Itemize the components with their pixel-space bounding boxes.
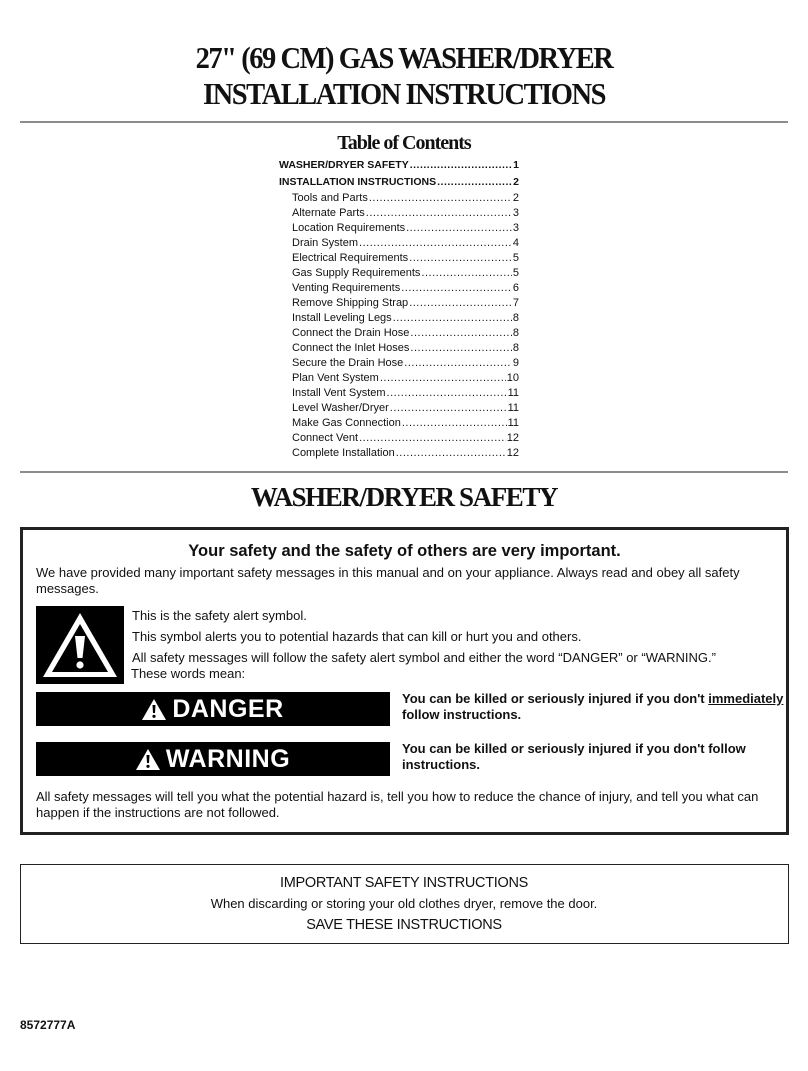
toc-leader-dots xyxy=(369,191,512,206)
toc-entry-label: Venting Requirements xyxy=(292,282,401,294)
toc-entry xyxy=(279,221,519,236)
warning-triangle-icon xyxy=(136,749,160,770)
toc-leader-dots xyxy=(421,266,511,281)
toc-leader-dots xyxy=(404,356,512,371)
toc-entry-page: 5 xyxy=(512,252,519,264)
toc-entry-label: INSTALLATION INSTRUCTIONS xyxy=(279,176,437,188)
toc-entry xyxy=(279,356,519,371)
toc-entry-label: Make Gas Connection xyxy=(292,417,401,429)
toc-entry-label: Complete Installation xyxy=(292,447,395,459)
toc-entry-label: Tools and Parts xyxy=(292,192,368,204)
toc-entry xyxy=(279,236,519,251)
toc-leader-dots xyxy=(393,311,512,326)
toc-entry-label: Plan Vent System xyxy=(292,372,379,384)
toc-entry xyxy=(279,281,519,296)
danger-text-start: You can be killed or seriously injured if you don't xyxy=(402,691,709,706)
toc-leader-dots xyxy=(380,371,506,386)
toc-entry xyxy=(279,157,519,174)
toc-entry-label: Gas Supply Requirements xyxy=(292,267,421,279)
warning-text-line-2: instructions. xyxy=(402,757,481,772)
warning-text xyxy=(402,741,746,773)
toc-leader-dots xyxy=(409,296,512,311)
toc-entry-label: Install Leveling Legs xyxy=(292,312,392,324)
toc-entry xyxy=(279,296,519,311)
safety-box-heading: Your safety and the safety of others are very important. xyxy=(188,542,621,560)
toc-entry xyxy=(279,431,519,446)
title-line-1: 27" (69 CM) GAS WASHER/DRYER xyxy=(195,40,613,75)
toc-entry xyxy=(279,251,519,266)
title-line-2: INSTALLATION INSTRUCTIONS xyxy=(203,76,605,111)
toc-leader-dots xyxy=(410,326,511,341)
toc-entry-page: 11 xyxy=(507,402,519,414)
toc-entry xyxy=(279,371,519,386)
warning-text-line-1: You can be killed or seriously injured if you don't follow xyxy=(402,741,746,756)
danger-text-emphasis: immediately xyxy=(708,691,784,706)
toc-entry-page: 8 xyxy=(512,342,519,354)
toc-entry-label: Install Vent System xyxy=(292,387,386,399)
toc-leader-dots xyxy=(396,446,506,461)
toc-entry xyxy=(279,311,519,326)
toc-entry-page: 12 xyxy=(506,432,519,444)
toc-entry-page: 5 xyxy=(512,267,519,279)
part-number: 8572777A xyxy=(20,1018,76,1032)
warning-signal-bar xyxy=(36,742,390,776)
toc-leader-dots xyxy=(410,341,511,356)
toc-entry-page: 2 xyxy=(513,176,519,188)
danger-text xyxy=(402,691,783,723)
toc-leader-dots xyxy=(402,416,507,431)
symbol-text-4: These words mean: xyxy=(131,666,246,681)
toc-leader-dots xyxy=(401,281,512,296)
toc-leader-dots xyxy=(359,431,506,446)
toc-leader-dots xyxy=(406,221,512,236)
toc-entry-page: 6 xyxy=(512,282,519,294)
safety-intro: We have provided many important safety messages in this manual and on your appliance. Always read and obey all safety messages. xyxy=(36,565,740,596)
toc-entry xyxy=(279,386,519,401)
toc-heading: Table of Contents xyxy=(337,132,471,154)
divider xyxy=(20,471,788,473)
document-title xyxy=(32,40,775,112)
toc-entry-page: 12 xyxy=(506,447,519,459)
toc-entry-label: Secure the Drain Hose xyxy=(292,357,404,369)
toc-entry-page: 1 xyxy=(513,159,519,171)
divider xyxy=(20,121,788,123)
toc-entry-label: Connect the Inlet Hoses xyxy=(292,342,410,354)
symbol-text-2: This symbol alerts you to potential hazards that can kill or hurt you and others. xyxy=(132,629,582,644)
toc-entry xyxy=(279,326,519,341)
symbol-text-1: This is the safety alert symbol. xyxy=(132,608,307,623)
toc-entry-page: 4 xyxy=(512,237,519,249)
toc-entry-label: Drain System xyxy=(292,237,359,249)
toc-entry-label: Connect the Drain Hose xyxy=(292,327,410,339)
toc-entry-page: 3 xyxy=(512,222,519,234)
toc-entry xyxy=(279,341,519,356)
section-title: WASHER/DRYER SAFETY xyxy=(250,482,558,512)
warning-label: WARNING xyxy=(165,744,291,773)
toc-entry-page: 8 xyxy=(512,327,519,339)
toc-entry-page: 11 xyxy=(507,387,519,399)
danger-text-end: follow instructions. xyxy=(402,707,522,722)
toc-entry-page: 11 xyxy=(507,417,519,429)
toc-leader-dots xyxy=(359,236,512,251)
toc-entry xyxy=(279,446,519,461)
toc-leader-dots xyxy=(366,206,512,221)
toc-entry xyxy=(279,266,519,281)
toc-entry-page: 8 xyxy=(512,312,519,324)
symbol-text-3: All safety messages will follow the safety alert symbol and either the word “DANGER” or “WARNING.” xyxy=(132,650,716,665)
toc-entry-label: Electrical Requirements xyxy=(292,252,409,264)
important-heading: IMPORTANT SAFETY INSTRUCTIONS xyxy=(279,875,529,891)
toc-entry-page: 7 xyxy=(512,297,519,309)
toc-entry-page: 2 xyxy=(512,192,519,204)
toc-leader-dots xyxy=(437,174,512,191)
toc-entry-label: WASHER/DRYER SAFETY xyxy=(279,159,409,171)
toc-entry-page: 9 xyxy=(512,357,519,369)
toc-entry xyxy=(279,401,519,416)
warning-triangle-icon xyxy=(142,699,166,720)
important-text: When discarding or storing your old clothes dryer, remove the door. xyxy=(210,896,598,911)
toc-entry-label: Remove Shipping Strap xyxy=(292,297,409,309)
toc-leader-dots xyxy=(409,251,512,266)
toc-entry-label: Level Washer/Dryer xyxy=(292,402,389,414)
toc-entry xyxy=(279,206,519,221)
important-footer: SAVE THESE INSTRUCTIONS xyxy=(306,917,502,933)
danger-signal-bar xyxy=(36,692,390,726)
table-of-contents xyxy=(279,157,519,461)
toc-entry-page: 3 xyxy=(512,207,519,219)
toc-entry-page: 10 xyxy=(506,372,519,384)
toc-entry-label: Alternate Parts xyxy=(292,207,365,219)
toc-entry xyxy=(279,174,519,191)
safety-alert-icon xyxy=(36,606,124,684)
toc-entry-label: Location Requirements xyxy=(292,222,406,234)
toc-leader-dots xyxy=(410,157,512,174)
safety-closing: All safety messages will tell you what the potential hazard is, tell you how to reduce the chance of injury, and tell you what can happen if the instructions are not followed. xyxy=(36,789,759,820)
danger-label: DANGER xyxy=(172,694,284,723)
toc-entry xyxy=(279,191,519,206)
toc-leader-dots xyxy=(387,386,507,401)
toc-entry-label: Connect Vent xyxy=(292,432,359,444)
toc-leader-dots xyxy=(390,401,507,416)
toc-entry xyxy=(279,416,519,431)
